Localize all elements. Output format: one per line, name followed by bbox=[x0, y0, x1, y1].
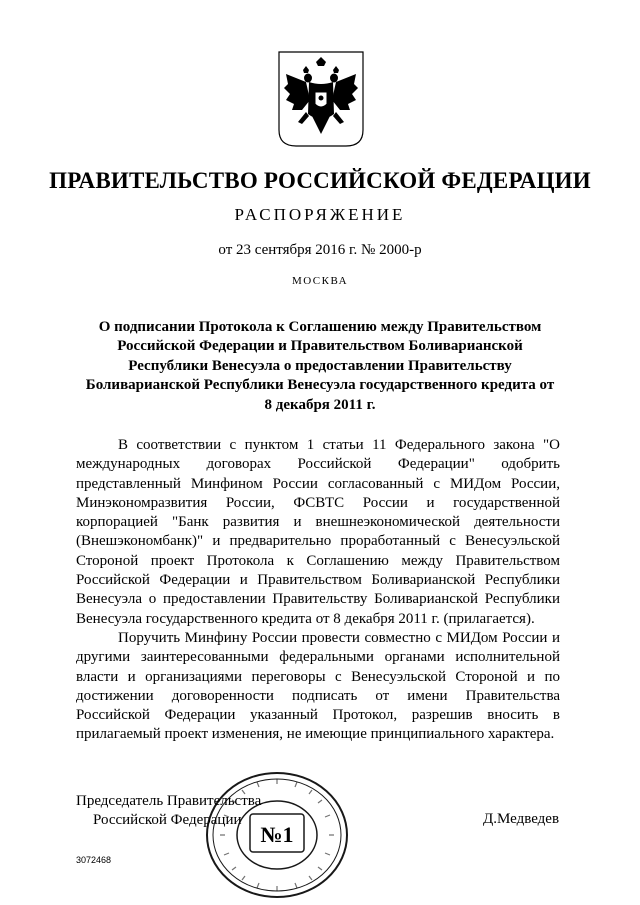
document-body bbox=[76, 436, 560, 745]
body-paragraph-1: В соответствии с пунктом 1 статьи 11 Федерального закона "О международных договорах Российской Федерации" одобрить представленный Минфином России согласованный с МИДом России, Минэкономразвития России, ФСВТС России и государственной корпорацией "Банк развития и внешнеэкономической деятельности (Внешэкономбанк)" и предварительно проработанный с Венесуэльской Стороной проект Протокола к Соглашению между Правительством Российской Федерации и Правительством Боливарианской Республики Венесуэла о предоставлении Правительству Боливарианской Республики Венесуэла государственного кредита от 8 декабря 2011 г. (прилагается). bbox=[76, 437, 560, 627]
signatory-position-line1: Председатель Правительства bbox=[76, 793, 262, 809]
document-registry-number: 3072468 bbox=[76, 855, 112, 865]
government-heading: ПРАВИТЕЛЬСТВО РОССИЙСКОЙ ФЕДЕРАЦИИ bbox=[49, 168, 591, 193]
document-title: О подписании Протокола к Соглашению между Правительством Российской Федерации и Правительством Боливарианской Республики Венесуэла о предоставлении Правительству Боливарианской Республики Венесуэла государственного кредита от 8 декабря 2011 г. bbox=[85, 319, 555, 413]
coat-of-arms-icon bbox=[276, 50, 366, 150]
document-date-number: от 23 сентября 2016 г. № 2000-р bbox=[218, 242, 422, 258]
signatory-name: Д.Медведев bbox=[483, 811, 560, 827]
body-paragraph-2: Поручить Минфину России провести совместно с МИДом России и другими заинтересованными федеральными органами исполнительной власти и организациями переговоры с Венесуэльской Стороной и по достижении договоренности подписать от имени Правительства Российской Федерации указанный Протокол, разрешив вносить в прилагаемый проект изменения, не имеющие принципиального характера. bbox=[76, 629, 560, 743]
signatory-position-line2: Российской Федерации bbox=[93, 812, 242, 828]
official-seal-stamp bbox=[202, 770, 352, 900]
seal-number: №1 bbox=[260, 822, 294, 847]
document-type: РАСПОРЯЖЕНИЕ bbox=[234, 205, 406, 224]
document-city: МОСКВА bbox=[291, 275, 349, 287]
